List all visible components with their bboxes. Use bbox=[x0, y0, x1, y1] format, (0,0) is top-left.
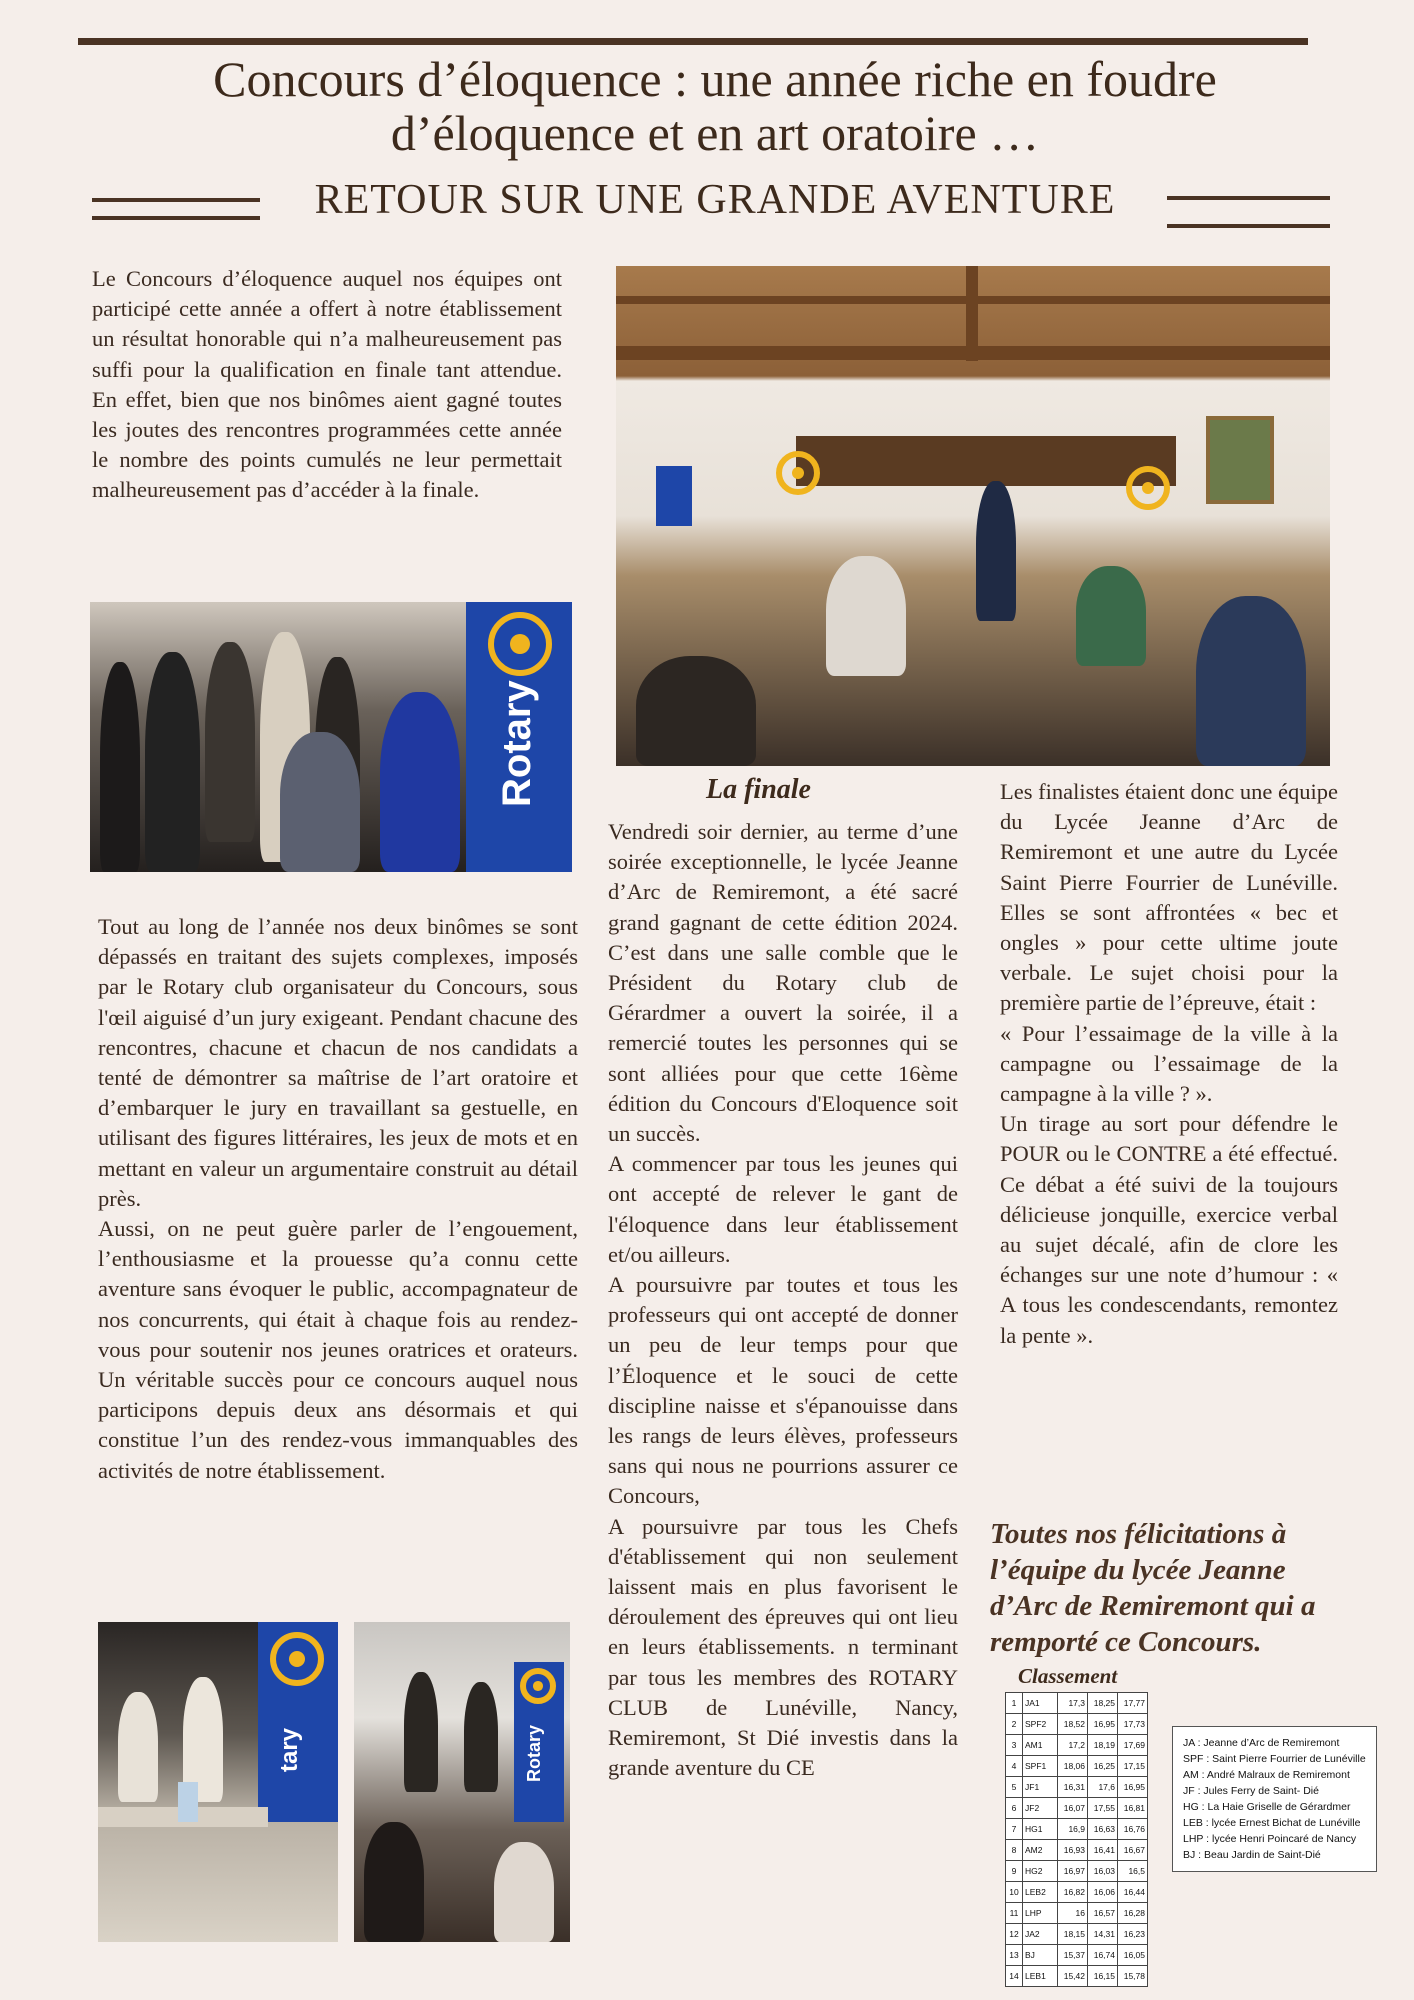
right-paragraph-2: « Pour l’essaimage de la ville à la campagne ou l’essaimage de la campagne à la ville ? ». bbox=[1000, 1020, 1338, 1107]
right-column-text bbox=[1000, 777, 1338, 1351]
classement-cell: 16,06 bbox=[1088, 1882, 1118, 1903]
classement-cell: 15,37 bbox=[1058, 1945, 1088, 1966]
classement-cell: 6 bbox=[1006, 1798, 1023, 1819]
classement-cell: 16 bbox=[1058, 1903, 1088, 1924]
classement-cell: 17,2 bbox=[1058, 1735, 1088, 1756]
legend-item: HG : La Haie Griselle de Gérardmer bbox=[1183, 1801, 1351, 1813]
classement-cell: 18,19 bbox=[1088, 1735, 1118, 1756]
middle-paragraph-1: Vendredi soir dernier, au terme d’une soirée exceptionnelle, le lycée Jeanne d’Arc de Remiremont, a été sacré grand gagnant de cette édition 2024. C’est dans une salle comble que le Président du Rotary club de Gérardmer a ouvert la soirée, il a remercié toutes les personnes qui se sont alliées pour que cette 16ème édition du Concours d'Eloquence soit un succès. bbox=[608, 819, 958, 1147]
right-paragraph-3: Un tirage au sort pour défendre le POUR ou le CONTRE a été effectué. Ce débat a été suivi de la toujours délicieuse jonquille, exercice verbal au sujet décalé, afin de clore les échanges sur une note d’humour : « A tous les condescendants, remontez la pente ». bbox=[1000, 1111, 1338, 1348]
legend-item: JA : Jeanne d’Arc de Remiremont bbox=[1183, 1737, 1340, 1749]
classement-cell: 14,31 bbox=[1088, 1924, 1118, 1945]
rotary-banner-text: Rotary bbox=[495, 680, 539, 807]
classement-row bbox=[1006, 1777, 1148, 1798]
page-subtitle: RETOUR SUR UNE GRANDE AVENTURE bbox=[314, 177, 1116, 223]
legend-item: LHP : lycée Henri Poincaré de Nancy bbox=[1183, 1833, 1357, 1845]
classement-cell: 16,44 bbox=[1118, 1882, 1148, 1903]
classement-cell: 16,82 bbox=[1058, 1882, 1088, 1903]
classement-cell: SPF2 bbox=[1023, 1714, 1058, 1735]
classement-cell: 1 bbox=[1006, 1693, 1023, 1714]
classement-cell: 16,63 bbox=[1088, 1819, 1118, 1840]
classement-cell: 16,67 bbox=[1118, 1840, 1148, 1861]
classement-cell: 18,52 bbox=[1058, 1714, 1088, 1735]
classement-row bbox=[1006, 1903, 1148, 1924]
classement-cell: JF1 bbox=[1023, 1777, 1058, 1798]
classement-cell: SPF1 bbox=[1023, 1756, 1058, 1777]
classement-cell: 16,15 bbox=[1088, 1966, 1118, 1987]
intro-paragraph bbox=[92, 264, 562, 506]
legend-item: BJ : Beau Jardin de Saint-Dié bbox=[1183, 1849, 1321, 1861]
classement-cell: 11 bbox=[1006, 1903, 1023, 1924]
classement-row bbox=[1006, 1945, 1148, 1966]
room2-banner-text: Rotary bbox=[524, 1724, 544, 1782]
classement-cell: 3 bbox=[1006, 1735, 1023, 1756]
left-paragraph-1: Tout au long de l’année nos deux binômes se sont dépassés en traitant des sujets complexes, imposés par le Rotary club organisateur du Concours, sous l'œil aiguisé d’un jury exigeant. Pendant chacune des rencontres, chacune et chacun de nos candidats a tenté de démontrer sa maîtrise de l’art oratoire et d’embarquer le jury en travaillant sa gestuelle, en utilisant des figures littéraires, les jeux de mots et en mettant en valeur un argumentaire construit au détail près. bbox=[98, 914, 578, 1211]
classement-row bbox=[1006, 1924, 1148, 1945]
classement-row bbox=[1006, 1798, 1148, 1819]
classement-cell: 16,23 bbox=[1118, 1924, 1148, 1945]
page-title bbox=[120, 52, 1310, 160]
classement-cell: 18,06 bbox=[1058, 1756, 1088, 1777]
classement-cell: 16,74 bbox=[1088, 1945, 1118, 1966]
finale-heading: La finale bbox=[706, 774, 811, 805]
classement-cell: BJ bbox=[1023, 1945, 1058, 1966]
room-photo-1 bbox=[98, 1622, 338, 1942]
room1-banner-text: tary bbox=[276, 1727, 303, 1772]
classement-cell: 4 bbox=[1006, 1756, 1023, 1777]
classement-cell: HG1 bbox=[1023, 1819, 1058, 1840]
classement-row bbox=[1006, 1693, 1148, 1714]
classement-cell: 16,97 bbox=[1058, 1861, 1088, 1882]
classement-row bbox=[1006, 1882, 1148, 1903]
legend-item: LEB : lycée Ernest Bichat de Lunéville bbox=[1183, 1817, 1361, 1829]
room-photo-2 bbox=[354, 1622, 570, 1942]
classement-cell: 16,41 bbox=[1088, 1840, 1118, 1861]
subtitle-rule-left-bottom bbox=[92, 216, 260, 220]
classement-cell: 15,78 bbox=[1118, 1966, 1148, 1987]
subtitle-rule-left-top bbox=[92, 198, 260, 202]
classement-cell: 16,95 bbox=[1118, 1777, 1148, 1798]
classement-cell: AM1 bbox=[1023, 1735, 1058, 1756]
classement-legend bbox=[1172, 1726, 1377, 1872]
classement-title: Classement bbox=[1018, 1664, 1118, 1688]
subtitle-rule-right-bottom bbox=[1167, 224, 1330, 228]
classement-cell: 16,9 bbox=[1058, 1819, 1088, 1840]
classement-cell: 16,07 bbox=[1058, 1798, 1088, 1819]
classement-cell: AM2 bbox=[1023, 1840, 1058, 1861]
classement-row bbox=[1006, 1735, 1148, 1756]
middle-column-text bbox=[608, 817, 958, 1784]
classement-cell: LEB1 bbox=[1023, 1966, 1058, 1987]
classement-row bbox=[1006, 1756, 1148, 1777]
classement-row bbox=[1006, 1819, 1148, 1840]
classement-row bbox=[1006, 1966, 1148, 1987]
classement-cell: 16,28 bbox=[1118, 1903, 1148, 1924]
classement-cell: 14 bbox=[1006, 1966, 1023, 1987]
classement-row bbox=[1006, 1861, 1148, 1882]
classement-table bbox=[1005, 1692, 1148, 1987]
classement-cell: 16,57 bbox=[1088, 1903, 1118, 1924]
classement-cell: HG2 bbox=[1023, 1861, 1058, 1882]
top-rule bbox=[78, 38, 1308, 45]
classement-cell: 10 bbox=[1006, 1882, 1023, 1903]
classement-cell: LHP bbox=[1023, 1903, 1058, 1924]
classement-cell: 18,25 bbox=[1088, 1693, 1118, 1714]
intro-text: Le Concours d’éloquence auquel nos équipes ont participé cette année a offert à notre établissement un résultat honorable qui n’a malheureusement pas suffi pour la qualification en finale tant attendue. En effet, bien que nos binômes aient gagné toutes les joutes des rencontres programmées cette année le nombre des points cumulés ne leur permettait malheureusement pas d’accéder à la finale. bbox=[92, 266, 562, 503]
legend-item: AM : André Malraux de Remiremont bbox=[1183, 1769, 1350, 1781]
left-paragraph-2: Aussi, on ne peut guère parler de l’engouement, l’enthousiasme et la prouesse qu’a connu cette aventure sans évoquer le public, accompagnateur de nos concurrents, qui était à chaque fois au rendez-vous pour soutenir nos jeunes oratrices et orateurs. Un véritable succès pour ce concours auquel nous participons depuis deux ans désormais et qui constitue l’un des rendez-vous immanquables des activités de notre établissement. bbox=[98, 1216, 578, 1483]
classement-cell: 17,73 bbox=[1118, 1714, 1148, 1735]
rotary-logo bbox=[488, 612, 552, 676]
classement-cell: 16,81 bbox=[1118, 1798, 1148, 1819]
classement-cell: 5 bbox=[1006, 1777, 1023, 1798]
classement-cell: JF2 bbox=[1023, 1798, 1058, 1819]
classement-cell: 17,3 bbox=[1058, 1693, 1088, 1714]
classement-cell: 17,77 bbox=[1118, 1693, 1148, 1714]
classement-row bbox=[1006, 1714, 1148, 1735]
classement-cell: 16,31 bbox=[1058, 1777, 1088, 1798]
classement-cell: 12 bbox=[1006, 1924, 1023, 1945]
classement-cell: 17,6 bbox=[1088, 1777, 1118, 1798]
classement-cell: 13 bbox=[1006, 1945, 1023, 1966]
classement-cell: JA1 bbox=[1023, 1693, 1058, 1714]
subtitle-rule-right-top bbox=[1167, 196, 1330, 200]
classement-cell: JA2 bbox=[1023, 1924, 1058, 1945]
title-line-2: d’éloquence et en art oratoire … bbox=[390, 105, 1040, 161]
group-photo bbox=[90, 602, 572, 872]
classement-cell: 16,93 bbox=[1058, 1840, 1088, 1861]
classement-cell: 16,95 bbox=[1088, 1714, 1118, 1735]
classement-cell: 7 bbox=[1006, 1819, 1023, 1840]
middle-paragraph-4: A poursuivre par tous les Chefs d'établissement qui non seulement laissent mais en plus favorisent le déroulement des épreuves qui ont lieu en leurs établissements. n terminant par tous les membres des ROTARY CLUB de Lunéville, Nancy, Remiremont, St Dié investis dans la grande aventure du CE bbox=[608, 1513, 958, 1781]
classement-cell: 18,15 bbox=[1058, 1924, 1088, 1945]
classement-cell: 16,76 bbox=[1118, 1819, 1148, 1840]
classement-cell: 16,5 bbox=[1118, 1861, 1148, 1882]
classement-cell: 9 bbox=[1006, 1861, 1023, 1882]
classement-cell: 17,69 bbox=[1118, 1735, 1148, 1756]
classement-cell: 16,03 bbox=[1088, 1861, 1118, 1882]
classement-cell: 17,55 bbox=[1088, 1798, 1118, 1819]
classement-cell: 17,15 bbox=[1118, 1756, 1148, 1777]
classement-cell: 16,05 bbox=[1118, 1945, 1148, 1966]
classement-cell: 8 bbox=[1006, 1840, 1023, 1861]
classement-cell: 16,25 bbox=[1088, 1756, 1118, 1777]
congratulations-text: Toutes nos félicitations à l’équipe du lycée Jeanne d’Arc de Remiremont qui a remporté ce Concours. bbox=[990, 1518, 1316, 1658]
hall-photo bbox=[616, 266, 1330, 766]
classement-cell: 15,42 bbox=[1058, 1966, 1088, 1987]
legend-item: SPF : Saint Pierre Fourrier de Lunéville bbox=[1183, 1753, 1366, 1765]
left-column-text bbox=[98, 912, 578, 1486]
classement-cell: LEB2 bbox=[1023, 1882, 1058, 1903]
right-paragraph-1: Les finalistes étaient donc une équipe du Lycée Jeanne d’Arc de Remiremont et une autre du Lycée Saint Pierre Fourrier de Lunéville. Elles se sont affrontées « bec et ongles » pour cette ultime joute verbale. Le sujet choisi pour la première partie de l’épreuve, était : bbox=[1000, 779, 1339, 1016]
middle-paragraph-2: A commencer par tous les jeunes qui ont accepté de relever le gant de l'éloquence dans leur établissement et/ou ailleurs. bbox=[608, 1151, 958, 1267]
classement-row bbox=[1006, 1840, 1148, 1861]
title-line-1: Concours d’éloquence : une année riche en foudre bbox=[213, 51, 1217, 107]
classement-cell: 2 bbox=[1006, 1714, 1023, 1735]
middle-paragraph-3: A poursuivre par toutes et tous les professeurs qui ont accepté de donner un peu de leur temps pour que l’Éloquence et le souci de cette discipline naisse et s'épanouisse dans les rangs de leurs élèves, professeurs sans qui nous ne pourrions assurer ce Concours, bbox=[608, 1272, 958, 1509]
legend-item: JF : Jules Ferry de Saint- Dié bbox=[1183, 1785, 1319, 1797]
